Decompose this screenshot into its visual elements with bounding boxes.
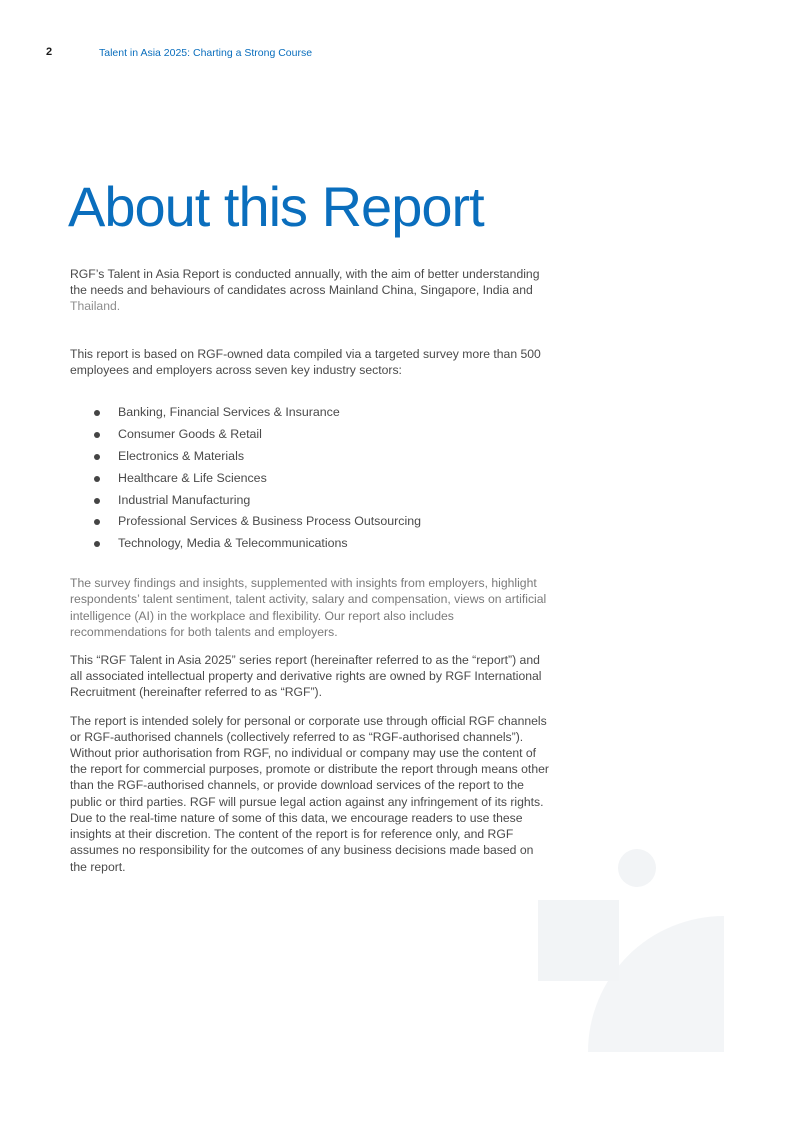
bullet-icon xyxy=(94,519,100,525)
list-item xyxy=(94,402,550,424)
list-item xyxy=(94,446,550,468)
list-item xyxy=(94,490,550,512)
page-number: 2 xyxy=(46,46,53,58)
sector-label: Professional Services & Business Process Outsourcing xyxy=(118,514,422,529)
intro-paragraph xyxy=(70,266,550,315)
list-item xyxy=(94,511,550,533)
findings-paragraph: The survey findings and insights, supplemented with insights from employers, highlight respondents’ talent sentiment, talent activity, salary and compensation, views on artificial intelligence (AI) in the workplace and flexibility. Our report also includes recommendations for both talents and employers. xyxy=(70,576,547,639)
sector-label: Healthcare & Life Sciences xyxy=(118,470,267,485)
bullet-icon xyxy=(94,498,100,504)
series-paragraph: This “RGF Talent in Asia 2025” series report (hereinafter referred to as the “report”) and all associated intellectual property and derivative rights are owned by RGF International Recruitment (hereinafter referred to as “RGF”). xyxy=(70,653,542,700)
sector-list xyxy=(70,402,550,555)
decorative-square xyxy=(538,900,619,981)
list-item xyxy=(94,533,550,555)
report-body xyxy=(70,266,550,875)
sector-label: Banking, Financial Services & Insurance xyxy=(118,405,340,420)
usage-paragraph: The report is intended solely for personal or corporate use through official RGF channels or RGF-authorised channels (collectively referred to as “RGF-authorised channels”). Without prior authorisation from RGF, no individual or company may use the content of the report for commercial purposes, promote or distribute the report through means other than the RGF-authorised channels, or provide download services of the report to the public or third parties. RGF will pursue legal action against any infringement of its rights. Due to the real-time nature of some of this data, we encourage readers to use these insights at their discretion. The content of the report is for reference only, and RGF assumes no responsibility for the outcomes of any business decisions made based on the report. xyxy=(70,713,549,874)
sector-label: Technology, Media & Telecommunications xyxy=(118,536,348,551)
decorative-circle xyxy=(618,849,656,887)
basis-paragraph: This report is based on RGF-owned data compiled via a targeted survey more than 500 employees and employers across seven key industry sectors: xyxy=(70,346,541,377)
bullet-icon xyxy=(94,541,100,547)
intro-text: RGF’s Talent in Asia Report is conducted annually, with the aim of better understanding the needs and behaviours of candidates across Mainland China, Singapore, India and xyxy=(70,267,540,298)
bullet-icon xyxy=(94,454,100,460)
page-title: About this Report xyxy=(68,175,484,238)
sector-label: Electronics & Materials xyxy=(118,448,245,463)
intro-text-tail: Thailand. xyxy=(70,299,121,314)
bullet-icon xyxy=(94,476,100,482)
sector-label: Consumer Goods & Retail xyxy=(118,426,262,441)
bullet-icon xyxy=(94,432,100,438)
running-header-title: Talent in Asia 2025: Charting a Strong Course xyxy=(99,47,313,59)
sector-label: Industrial Manufacturing xyxy=(118,492,251,507)
bullet-icon xyxy=(94,410,100,416)
list-item xyxy=(94,468,550,490)
list-item xyxy=(94,424,550,446)
